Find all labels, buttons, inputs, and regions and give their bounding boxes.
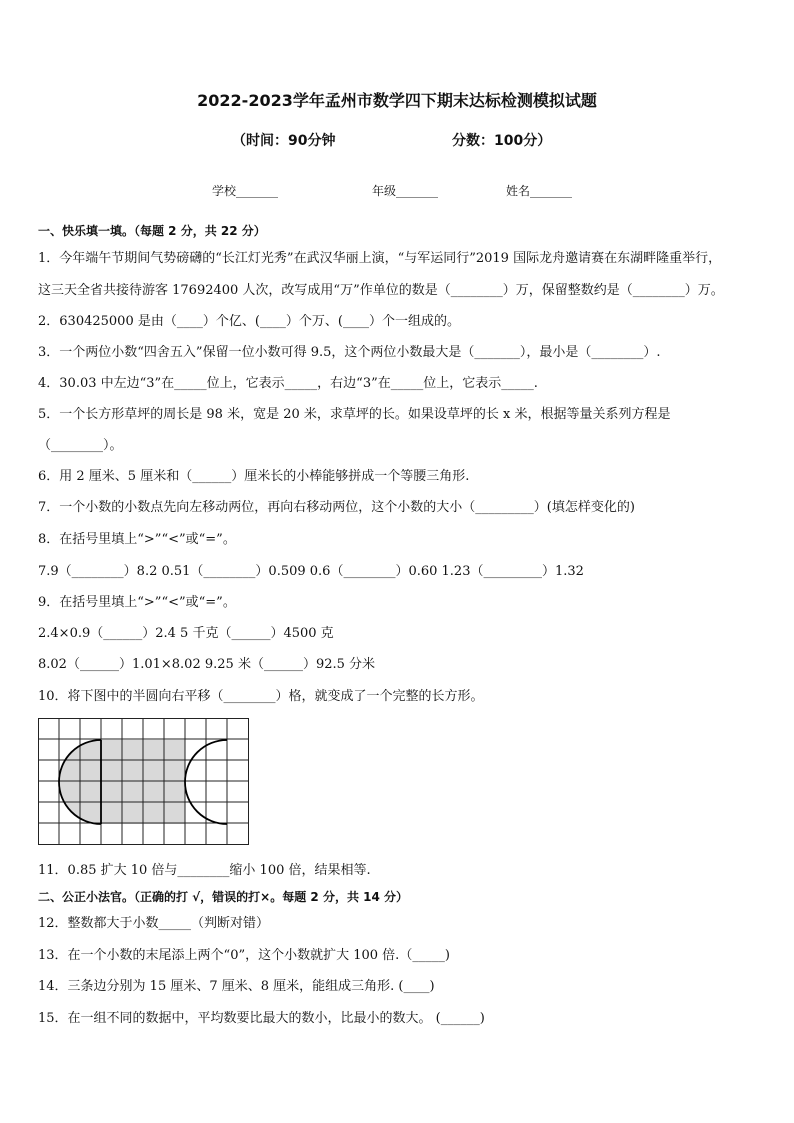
name-field[interactable]: 姓名_______ [506,184,573,198]
exam-title: 2022-2023学年孟州市数学四下期末达标检测模拟试题 [197,91,597,110]
translation-grid-figure [38,718,250,846]
question-5-line-2: （________）。 [38,438,123,453]
question-10: 10．将下图中的半圆向右平移（________）格，就变成了一个完整的长方形。 [38,689,484,704]
question-12: 12．整数都大于小数_____（判断对错） [38,916,270,931]
school-field[interactable]: 学校_______ [212,184,279,198]
question-4: 4．30.03 中左边“3”在_____位上，它表示_____，右边“3”在_____位上，它表示_____. [38,376,538,391]
question-7: 7．一个小数的小数点先向左移动两位，再向右移动两位，这个小数的大小（_________）(填怎样变化的) [38,500,635,515]
score-label: 分数：100分） [452,133,552,149]
question-8-items: 7.9（________）8.2 0.51（________）0.509 0.6（________）0.60 1.23（_________）1.32 [38,564,584,579]
question-11: 11．0.85 扩大 10 倍与________缩小 100 倍，结果相等. [38,863,371,878]
section-1-heading: 一、快乐填一填。（每题 2 分，共 22 分） [38,224,266,238]
section-2-heading: 二、公正小法官。（正确的打 √，错误的打×。每题 2 分，共 14 分） [38,890,408,904]
question-2: 2．630425000 是由（____）个亿、(____）个万、(____）个一组成的。 [38,314,460,329]
question-9: 9．在括号里填上“>”“<”或“=”。 [38,595,236,610]
question-5-line-1: 5．一个长方形草坪的周长是 98 米，宽是 20 米，求草坪的长。如果设草坪的长 x 米，根据等量关系列方程是 [38,407,671,422]
question-1-line-1: 1．今年端午节期间气势磅礴的“长江灯光秀”在武汉华丽上演，“与军运同行”2019 国际龙舟邀请赛在东湖畔隆重举行， [38,251,722,266]
grid-figure-svg [38,718,250,846]
time-label: （时间：90分钟 [232,133,336,149]
question-14: 14．三条边分别为 15 厘米、7 厘米、8 厘米，能组成三角形. (____) [38,979,435,994]
question-1-line-2: 这三天全省共接待游客 17692400 人次，改写成用“万”作单位的数是（________）万，保留整数约是（________）万。 [38,283,724,298]
question-3: 3．一个两位小数“四舍五入”保留一位小数可得 9.5，这个两位小数最大是（_______），最小是（________）. [38,345,661,360]
question-15: 15．在一组不同的数据中，平均数要比最大的数小，比最小的数大。 (______) [38,1011,485,1026]
grade-field[interactable]: 年级_______ [372,184,439,198]
question-9-items-row-1: 2.4×0.9（______）2.4 5 千克（______）4500 克 [38,626,334,641]
question-8: 8．在括号里填上“>”“<”或“=”。 [38,532,236,547]
question-13: 13．在一个小数的末尾添上两个“0”，这个小数就扩大 100 倍.（_____) [38,948,450,963]
grid-lines [38,718,249,845]
question-9-items-row-2: 8.02（______）1.01×8.02 9.25 米（______）92.5 分米 [38,657,376,672]
question-6: 6．用 2 厘米、5 厘米和（______）厘米长的小棒能够拼成一个等腰三角形. [38,469,470,484]
